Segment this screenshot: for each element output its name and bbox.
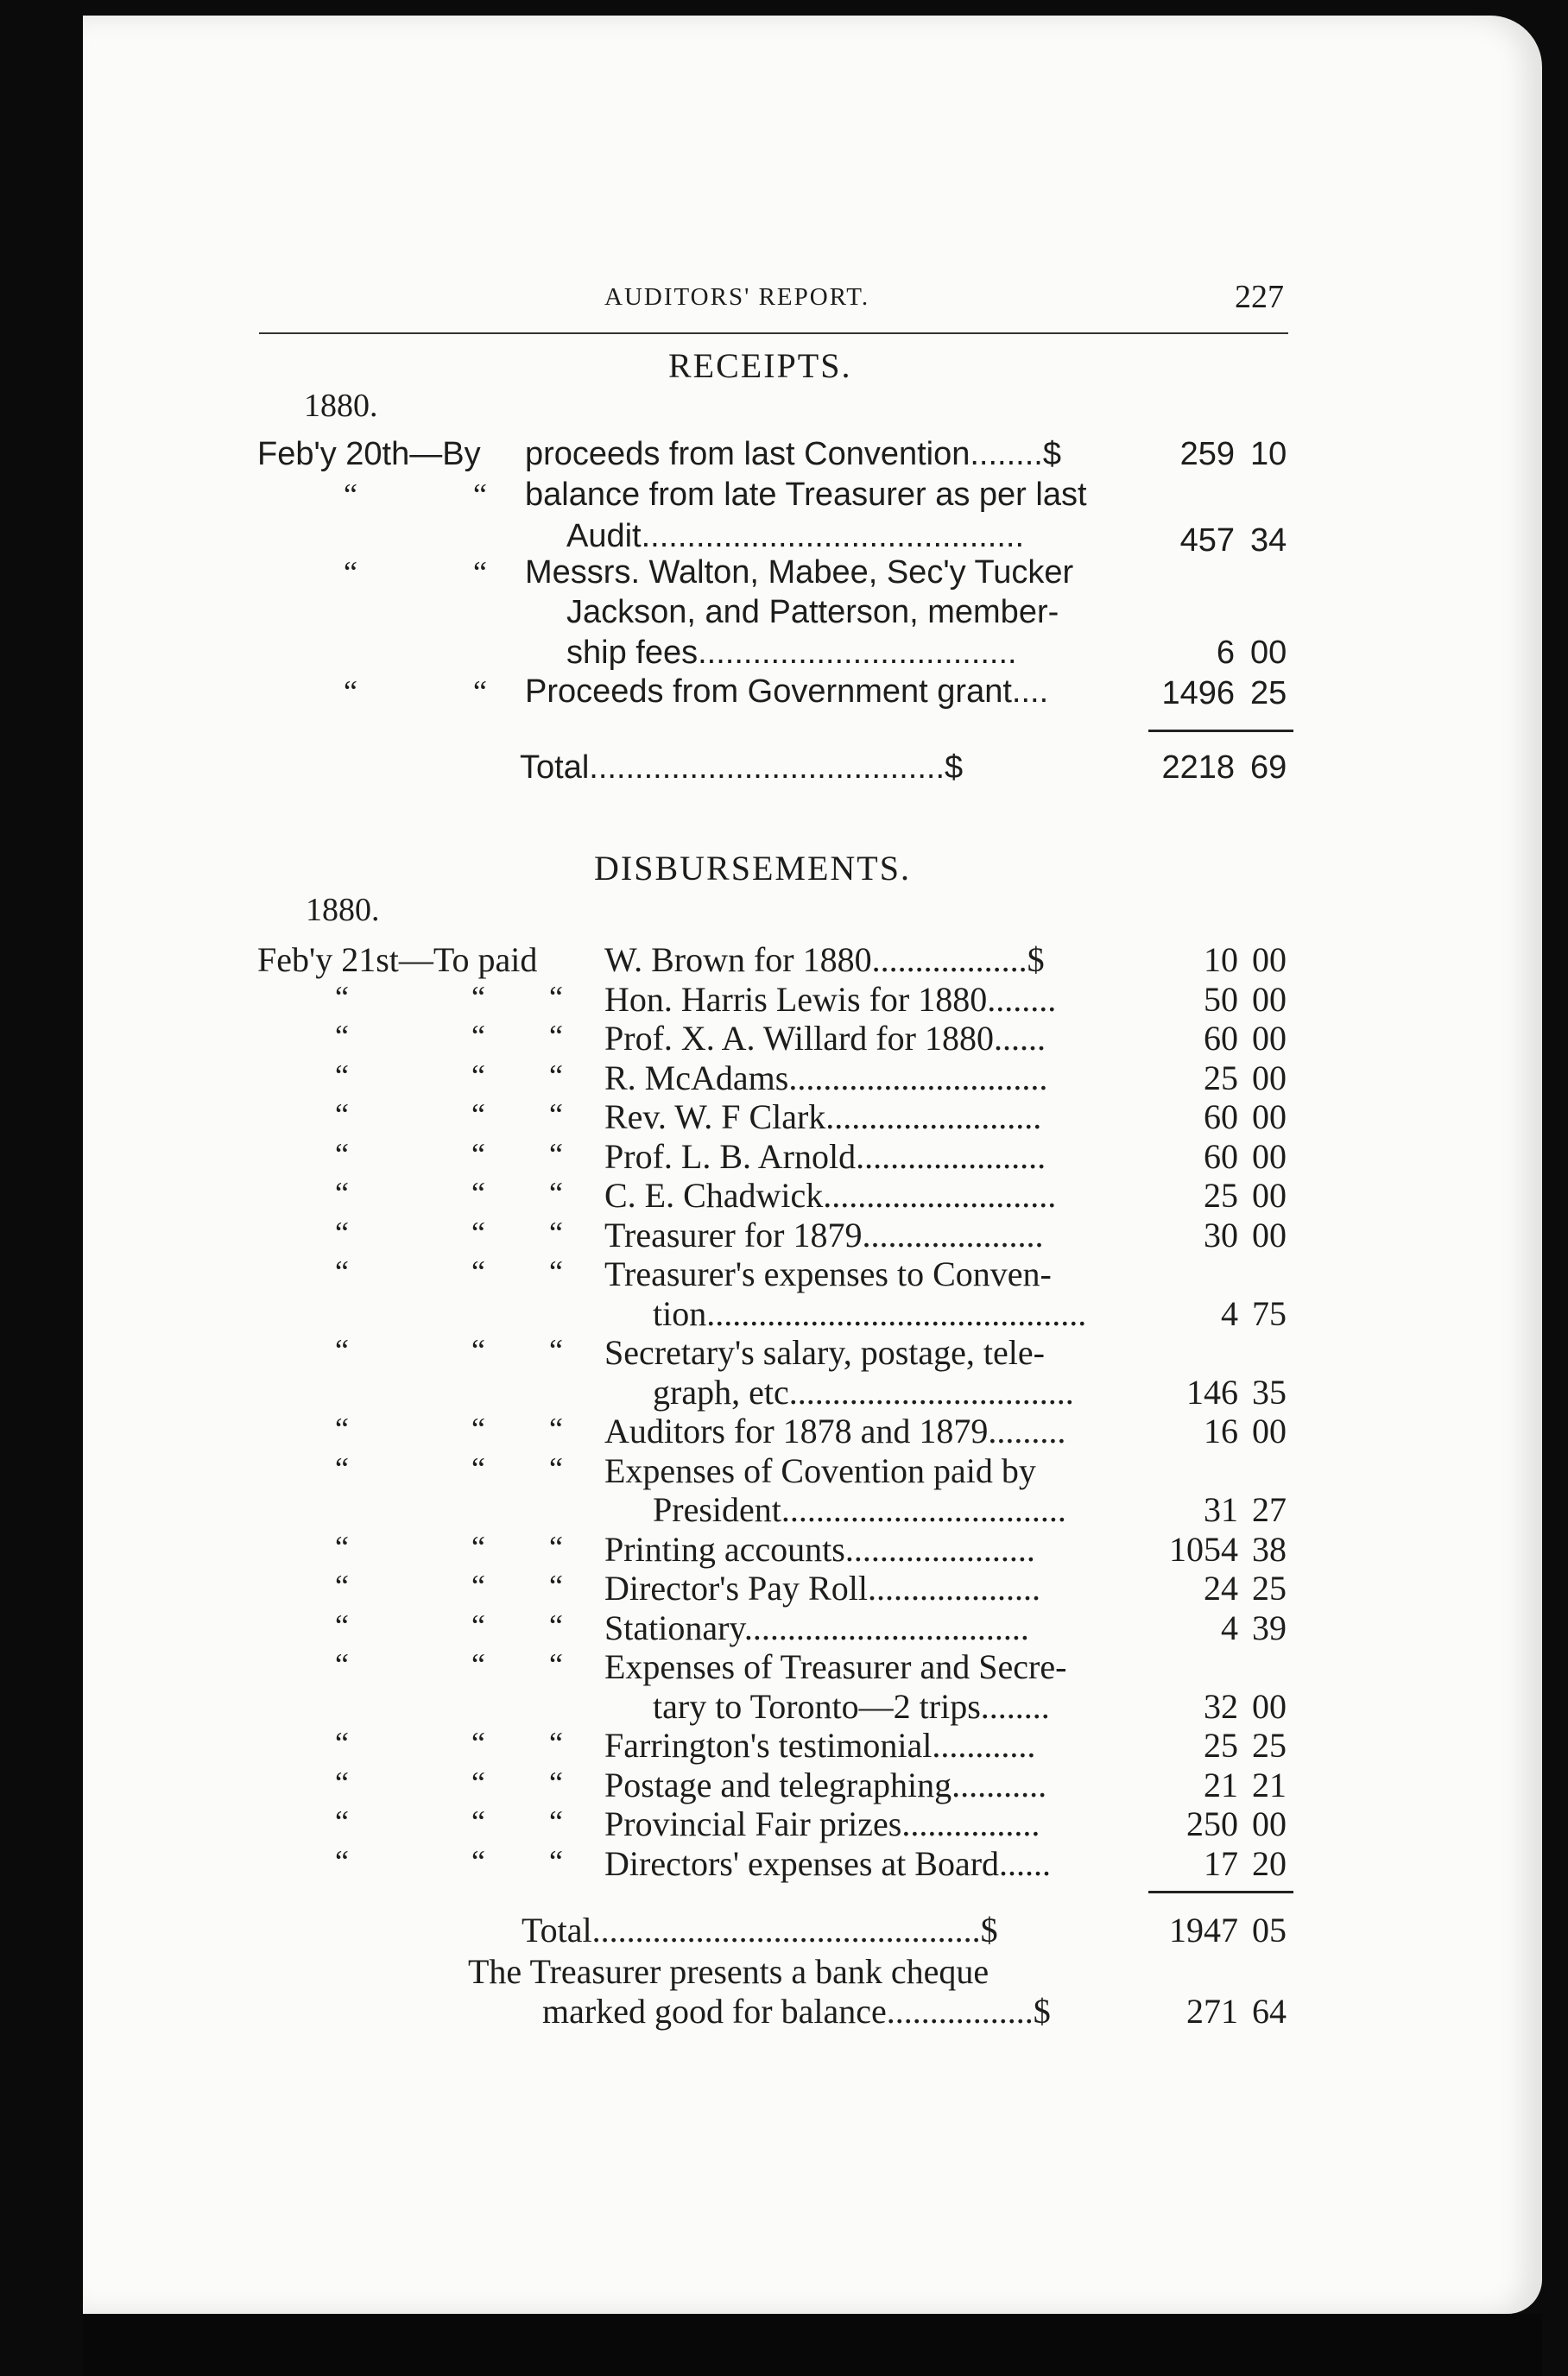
- disbursement-item-dollars: 250: [1186, 1804, 1238, 1843]
- disbursement-item-cents: 00: [1252, 1687, 1287, 1726]
- ditto-mark: “: [335, 1254, 349, 1289]
- ditto-mark: “: [471, 1254, 485, 1289]
- ditto-mark: “: [335, 1097, 349, 1132]
- disbursement-item-dollars: 60: [1204, 1137, 1238, 1176]
- disbursement-item-cents: 35: [1252, 1373, 1287, 1412]
- ditto-mark: “: [335, 1333, 349, 1368]
- sum-rule: [1148, 730, 1293, 732]
- running-header: AUDITORS' REPORT.: [604, 283, 870, 311]
- disbursement-item-continuation: tion............................................: [653, 1294, 1087, 1333]
- disbursement-item-dollars: 25: [1204, 1058, 1238, 1097]
- ditto-mark: “: [471, 1451, 485, 1486]
- ditto-mark: “: [335, 1647, 349, 1682]
- ditto-mark: “: [471, 1412, 485, 1446]
- ditto-mark: “: [549, 1844, 563, 1879]
- ditto-mark: “: [471, 1530, 485, 1564]
- ditto-mark: “: [344, 674, 357, 709]
- disbursement-item-dollars: 4: [1221, 1294, 1238, 1333]
- page-number: 227: [1235, 279, 1284, 315]
- receipt-item-text: Audit..........................................: [566, 518, 1025, 554]
- disbursement-item-cents: 27: [1252, 1490, 1287, 1529]
- disbursements-total-cents: 05: [1252, 1911, 1287, 1949]
- header-rule: [259, 332, 1288, 334]
- ditto-mark: “: [335, 1766, 349, 1800]
- ditto-mark: “: [473, 555, 487, 590]
- disbursement-item-dollars: 32: [1204, 1687, 1238, 1726]
- ditto-mark: “: [549, 1530, 563, 1564]
- ditto-mark: “: [335, 1412, 349, 1446]
- disbursement-item-cents: 39: [1252, 1608, 1287, 1647]
- receipt-item-dollars: 6: [1216, 635, 1235, 671]
- ditto-mark: “: [344, 477, 357, 512]
- ditto-mark: “: [549, 1176, 563, 1210]
- ditto-mark: “: [549, 980, 563, 1014]
- disbursement-item-dollars: 16: [1204, 1412, 1238, 1450]
- disbursement-item-dollars: 1054: [1169, 1530, 1238, 1569]
- ditto-mark: “: [549, 1216, 563, 1250]
- ditto-mark: “: [335, 1058, 349, 1093]
- cheque-cents: 64: [1252, 1992, 1287, 2031]
- ditto-mark: “: [549, 1804, 563, 1839]
- disbursement-item-cents: 00: [1252, 1412, 1287, 1450]
- receipts-total-cents: 69: [1250, 749, 1287, 786]
- ditto-mark: “: [549, 1608, 563, 1643]
- disbursement-item-cents: 25: [1252, 1569, 1287, 1608]
- receipt-item-dollars: 1496: [1161, 675, 1235, 711]
- ditto-mark: “: [471, 1216, 485, 1250]
- disbursement-item-dollars: 25: [1204, 1726, 1238, 1765]
- disbursement-item-cents: 00: [1252, 1137, 1287, 1176]
- disbursement-item-dollars: 24: [1204, 1569, 1238, 1608]
- ditto-mark: “: [549, 1058, 563, 1093]
- ditto-mark: “: [549, 1137, 563, 1172]
- disbursement-item-dollars: 50: [1204, 980, 1238, 1019]
- disbursement-item-dollars: 30: [1204, 1216, 1238, 1254]
- ditto-mark: “: [549, 1333, 563, 1368]
- ditto-mark: “: [335, 1176, 349, 1210]
- disbursement-item-text: C. E. Chadwick...........................: [604, 1176, 1057, 1215]
- ditto-mark: “: [549, 1097, 563, 1132]
- disbursement-item-cents: 00: [1252, 940, 1287, 979]
- disbursement-item-text: Postage and telegraphing...........: [604, 1766, 1047, 1804]
- ditto-mark: “: [473, 674, 487, 709]
- receipt-item-cents: 10: [1250, 436, 1287, 472]
- disbursement-item-cents: 00: [1252, 1804, 1287, 1843]
- disbursement-item-dollars: 17: [1204, 1844, 1238, 1883]
- ditto-mark: “: [549, 1451, 563, 1486]
- disbursement-item-dollars: 146: [1186, 1373, 1238, 1412]
- disbursement-item-text: Provincial Fair prizes................: [604, 1804, 1040, 1843]
- disbursement-item-text: Prof. X. A. Willard for 1880......: [604, 1019, 1046, 1058]
- ditto-mark: “: [549, 1254, 563, 1289]
- receipts-year: 1880.: [304, 388, 378, 424]
- disbursement-item-cents: 21: [1252, 1766, 1287, 1804]
- disbursement-item-continuation: graph, etc.................................: [653, 1373, 1074, 1412]
- disbursement-item-dollars: 4: [1221, 1608, 1238, 1647]
- receipt-item-cents: 00: [1250, 635, 1287, 671]
- disbursement-item-cents: 38: [1252, 1530, 1287, 1569]
- receipt-item-text: Jackson, and Patterson, member-: [566, 594, 1059, 630]
- disbursement-item-dollars: 60: [1204, 1019, 1238, 1058]
- receipt-item-text: proceeds from last Convention........$: [525, 436, 1061, 472]
- ditto-mark: “: [471, 1804, 485, 1839]
- disbursement-item-dollars: 31: [1204, 1490, 1238, 1529]
- ditto-mark: “: [549, 1019, 563, 1053]
- receipt-item-dollars: 259: [1179, 436, 1235, 472]
- receipts-total-label: Total.......................................$: [520, 749, 964, 786]
- ditto-mark: “: [335, 1569, 349, 1603]
- disbursement-item-cents: 00: [1252, 1019, 1287, 1058]
- ditto-mark: “: [335, 1216, 349, 1250]
- disbursement-date: Feb'y 21st—To paid: [257, 940, 538, 979]
- receipt-item-cents: 25: [1250, 675, 1287, 711]
- ditto-mark: “: [335, 1019, 349, 1053]
- disbursement-item-dollars: 10: [1204, 940, 1238, 979]
- ditto-mark: “: [335, 980, 349, 1014]
- receipt-item-text: balance from late Treasurer as per last: [525, 477, 1087, 513]
- ditto-mark: “: [473, 477, 487, 512]
- ditto-mark: “: [335, 1608, 349, 1643]
- disbursement-item-continuation: tary to Toronto—2 trips........: [653, 1687, 1050, 1726]
- disbursement-item-cents: 25: [1252, 1726, 1287, 1765]
- ditto-mark: “: [471, 1766, 485, 1800]
- ditto-mark: “: [335, 1804, 349, 1839]
- disbursement-item-text: Secretary's salary, postage, tele-: [604, 1333, 1045, 1372]
- disbursement-item-text: Expenses of Covention paid by: [604, 1451, 1036, 1490]
- disbursement-item-text: W. Brown for 1880..................$: [604, 940, 1045, 979]
- ditto-mark: “: [335, 1844, 349, 1879]
- receipt-item-text: Proceeds from Government grant....: [525, 673, 1049, 710]
- disbursement-item-text: Prof. L. B. Arnold......................: [604, 1137, 1046, 1176]
- disbursement-item-text: Hon. Harris Lewis for 1880........: [604, 980, 1057, 1019]
- ditto-mark: “: [335, 1137, 349, 1172]
- disbursement-item-text: Director's Pay Roll....................: [604, 1569, 1040, 1608]
- ditto-mark: “: [549, 1726, 563, 1760]
- ditto-mark: “: [471, 1019, 485, 1053]
- ditto-mark: “: [471, 1333, 485, 1368]
- disbursement-item-dollars: 21: [1204, 1766, 1238, 1804]
- ditto-mark: “: [471, 980, 485, 1014]
- ditto-mark: “: [471, 1137, 485, 1172]
- ditto-mark: “: [335, 1726, 349, 1760]
- disbursement-item-text: Printing accounts......................: [604, 1530, 1035, 1569]
- disbursement-item-text: R. McAdams..............................: [604, 1058, 1048, 1097]
- disbursement-item-cents: 00: [1252, 1176, 1287, 1215]
- ditto-mark: “: [471, 1647, 485, 1682]
- cheque-dollars: 271: [1186, 1992, 1238, 2031]
- receipt-item-cents: 34: [1250, 522, 1287, 559]
- receipt-item-text: ship fees...................................: [566, 635, 1017, 671]
- disbursement-item-cents: 00: [1252, 980, 1287, 1019]
- disbursement-item-text: Stationary.................................: [604, 1608, 1029, 1647]
- ditto-mark: “: [471, 1608, 485, 1643]
- ditto-mark: “: [471, 1726, 485, 1760]
- ditto-mark: “: [471, 1058, 485, 1093]
- receipts-total-dollars: 2218: [1161, 749, 1235, 786]
- disbursement-item-dollars: 60: [1204, 1097, 1238, 1136]
- receipt-item-text: Messrs. Walton, Mabee, Sec'y Tucker: [525, 554, 1074, 591]
- disbursement-item-text: Rev. W. F Clark.........................: [604, 1097, 1042, 1136]
- ditto-mark: “: [344, 555, 357, 590]
- disbursement-item-cents: 00: [1252, 1058, 1287, 1097]
- ditto-mark: “: [549, 1412, 563, 1446]
- ditto-mark: “: [471, 1097, 485, 1132]
- disbursement-item-text: Farrington's testimonial............: [604, 1726, 1036, 1765]
- disbursement-item-text: Auditors for 1878 and 1879.........: [604, 1412, 1066, 1450]
- disbursement-item-text: Expenses of Treasurer and Secre-: [604, 1647, 1067, 1686]
- ditto-mark: “: [549, 1647, 563, 1682]
- sum-rule: [1148, 1891, 1293, 1893]
- disbursement-item-cents: 00: [1252, 1097, 1287, 1136]
- disbursement-item-cents: 20: [1252, 1844, 1287, 1883]
- disbursements-total-label: Total.............................................$: [522, 1911, 998, 1949]
- ditto-mark: “: [549, 1766, 563, 1800]
- receipt-item-dollars: 457: [1179, 522, 1235, 559]
- disbursements-year: 1880.: [306, 892, 380, 928]
- receipts-title: RECEIPTS.: [668, 346, 852, 385]
- disbursement-item-cents: 75: [1252, 1294, 1287, 1333]
- disbursement-item-continuation: President.................................: [653, 1490, 1066, 1529]
- ditto-mark: “: [471, 1844, 485, 1879]
- ditto-mark: “: [335, 1530, 349, 1564]
- disbursement-item-text: Treasurer's expenses to Conven-: [604, 1254, 1052, 1293]
- ditto-mark: “: [335, 1451, 349, 1486]
- ditto-mark: “: [471, 1176, 485, 1210]
- ditto-mark: “: [549, 1569, 563, 1603]
- disbursement-item-text: Directors' expenses at Board......: [604, 1844, 1052, 1883]
- receipt-date: Feb'y 20th—By: [257, 436, 481, 472]
- cheque-line-2: marked good for balance.................$: [542, 1992, 1051, 2031]
- disbursements-title: DISBURSEMENTS.: [594, 849, 911, 888]
- ditto-mark: “: [471, 1569, 485, 1603]
- disbursements-total-dollars: 1947: [1169, 1911, 1238, 1949]
- disbursement-item-dollars: 25: [1204, 1176, 1238, 1215]
- disbursement-item-cents: 00: [1252, 1216, 1287, 1254]
- cheque-line-1: The Treasurer presents a bank cheque: [468, 1952, 989, 1991]
- disbursement-item-text: Treasurer for 1879.....................: [604, 1216, 1044, 1254]
